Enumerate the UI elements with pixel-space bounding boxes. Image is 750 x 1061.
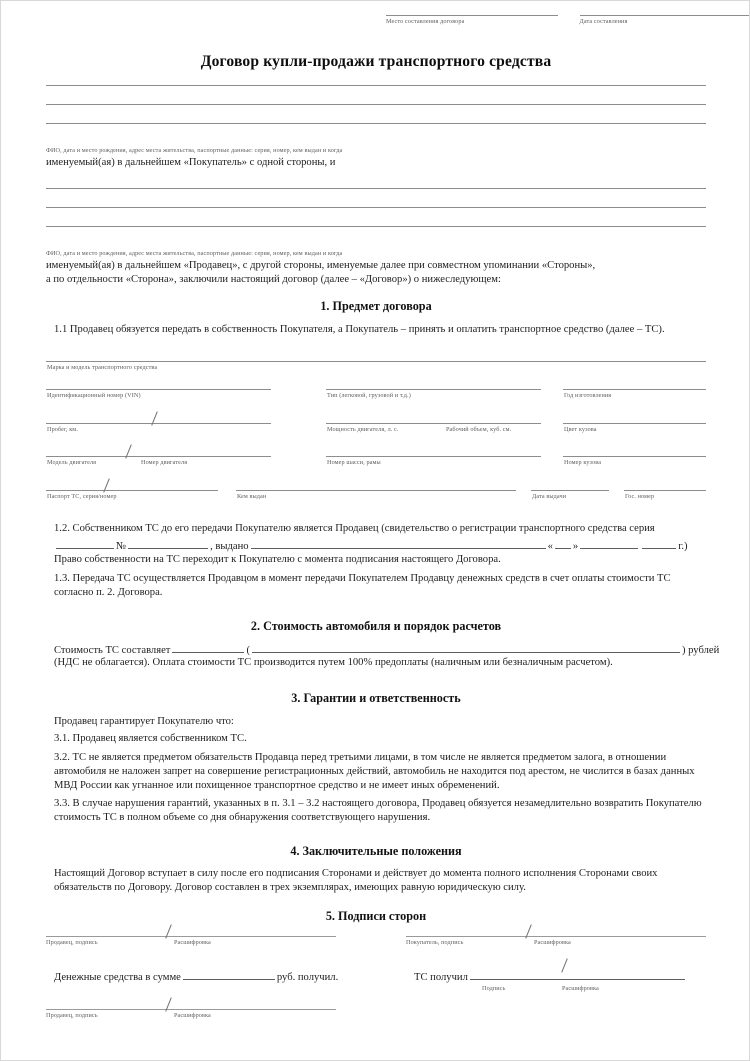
vehicle-pts-row — [46, 490, 706, 501]
vehicle-make-model-row — [46, 361, 706, 372]
buyer-signature-block[interactable] — [406, 936, 706, 947]
place-of-contract-field[interactable] — [386, 15, 558, 26]
price-paren-open: ( — [246, 645, 250, 656]
type-field[interactable] — [326, 389, 541, 400]
vehicle-received-decode-label: Расшифровка — [562, 985, 599, 993]
pts-line — [46, 490, 218, 491]
seller-details-blank-lines[interactable] — [46, 188, 706, 227]
year-line — [563, 389, 706, 390]
certificate-series-input[interactable] — [56, 537, 114, 549]
seller-final-signature-labels — [46, 1012, 336, 1020]
certificate-issuer-input[interactable] — [251, 537, 546, 549]
power-volume-labels — [326, 426, 541, 434]
power-label: Мощность двигателя, л. с. — [327, 426, 399, 433]
chassis-number-label: Номер шасси, рамы — [327, 459, 381, 466]
issue-date-field[interactable] — [531, 490, 609, 501]
money-received-suffix: руб. получил. — [276, 972, 339, 983]
buyer-passport-hint: ФИО, дата и место рождения, адрес места жительства, паспортные данные: серия, номер, кем выдан и когда — [46, 147, 343, 154]
section-4-heading: 4. Заключительные положения — [290, 844, 462, 858]
clause-1-2-second-line: Право собственности на ТС переходит к Покупателю с момента подписания настоящего Договора. — [54, 554, 501, 565]
color-field[interactable] — [563, 423, 706, 434]
buyer-blank-line — [46, 104, 706, 105]
issued-by-line — [236, 490, 516, 491]
price-prefix-label: Стоимость ТС составляет — [54, 645, 171, 656]
header-fields-row — [386, 15, 750, 26]
buyer-designation-line: именуемый(ая) в дальнейшем «Покупатель» с одной стороны, и — [46, 157, 336, 168]
buyer-signature-line — [406, 936, 706, 937]
seller-designation-line-2: а по отдельности «Сторона», заключили настоящий договор (далее – «Договор») о нижеследующем: — [46, 274, 501, 285]
power-volume-field[interactable] — [326, 423, 541, 434]
issue-date-line — [531, 490, 609, 491]
issued-label: , выдано — [210, 541, 249, 552]
buyer-signature-labels — [406, 939, 706, 947]
seller-blank-line — [46, 207, 706, 208]
date-field-label: Дата составления — [579, 18, 628, 25]
seller-passport-hint: ФИО, дата и место рождения, адрес места жительства, паспортные данные: серия, номер, кем выдан и когда — [46, 250, 343, 257]
vin-line — [46, 389, 271, 390]
seller-final-signature-label: Продавец, подпись — [46, 1012, 98, 1019]
make-model-line — [46, 361, 706, 362]
price-paren-close: ) рублей — [681, 645, 720, 656]
money-received-prefix: Денежные средства в сумме — [54, 972, 181, 983]
clause-1-2-fill-line[interactable] — [54, 537, 706, 554]
clause-1-1: 1.1 Продавец обязуется передать в собственность Покупателя, а Покупатель – принять и оплатить транспортное средство (далее – ТС). — [54, 324, 665, 335]
chassis-number-line — [326, 456, 541, 457]
year-input[interactable] — [642, 537, 676, 549]
engine-labels — [46, 459, 271, 467]
body-number-line — [563, 456, 706, 457]
section-2-heading: 2. Стоимость автомобиля и порядок расчетов — [250, 619, 502, 633]
year-label: Год изготовления — [564, 392, 612, 399]
vehicle-received-line — [414, 968, 706, 985]
section-5-heading: 5. Подписи сторон — [325, 909, 427, 923]
vehicle-received-signature-input[interactable] — [470, 968, 685, 980]
type-label: Тип (легковой, грузовой и т.д.) — [327, 392, 411, 399]
seller-signature-labels — [46, 939, 336, 947]
money-amount-input[interactable] — [183, 968, 275, 980]
plate-field[interactable] — [624, 490, 706, 501]
vehicle-received-labels — [414, 985, 706, 993]
quote-open: « — [547, 541, 553, 552]
certificate-number-input[interactable] — [128, 537, 208, 549]
vin-field[interactable] — [46, 389, 271, 400]
type-line — [326, 389, 541, 390]
year-suffix: г.) — [678, 541, 688, 552]
chassis-number-field[interactable] — [326, 456, 541, 467]
buyer-blank-line — [46, 85, 706, 86]
place-field-label: Место составления договора — [386, 18, 465, 25]
issued-by-field[interactable] — [236, 490, 516, 501]
make-model-field[interactable] — [46, 361, 706, 372]
price-words-input[interactable] — [252, 641, 680, 653]
buyer-details-blank-lines[interactable] — [46, 85, 706, 124]
body-number-field[interactable] — [563, 456, 706, 467]
price-numeric-input[interactable] — [172, 641, 244, 653]
section-3-intro: Продавец гарантирует Покупателю что: — [54, 716, 234, 727]
volume-label: Рабочий объем, куб. см. — [446, 426, 512, 433]
place-field-line — [386, 15, 558, 16]
clause-3-1: 3.1. Продавец является собственником ТС. — [54, 733, 247, 744]
seller-final-signature-block[interactable] — [46, 1009, 336, 1020]
contract-date-field[interactable] — [580, 15, 750, 26]
vehicle-mileage-row — [46, 423, 706, 434]
date-field-line — [580, 15, 750, 16]
seller-blank-line — [46, 188, 706, 189]
make-model-label: Марка и модель транспортного средства — [47, 364, 158, 371]
pts-field[interactable] — [46, 490, 218, 501]
seller-blank-line — [46, 226, 706, 227]
money-received-line[interactable] — [54, 968, 394, 985]
vehicle-engine-row — [46, 456, 706, 467]
mileage-label: Пробег, км. — [47, 426, 78, 433]
color-line — [563, 423, 706, 424]
issue-date-label: Дата выдачи — [532, 493, 567, 500]
vin-label: Идентификационный номер (VIN) — [47, 392, 141, 399]
seller-signature-block[interactable] — [46, 936, 336, 947]
vehicle-received-label: ТС получил — [414, 972, 468, 983]
seller-designation-line-1: именуемый(ая) в дальнейшем «Продавец», с другой стороны, именуемые далее при совместном упоминании «Стороны», — [46, 260, 596, 271]
document-title: Договор купли-продажи транспортного средства — [200, 53, 552, 70]
clause-3-2: 3.2. ТС не является предметом обязательств Продавца перед третьими лицами, в том числе не является предметом залога, в отношении автомобиля не наложен запрет на совершение регистрационных действий, автомобиль не находится под арестом, не числится в базах данных МВД России как угнанное или похищенное транспортное средство и не имеет иных обременений. — [54, 752, 695, 792]
seller-signature-label: Продавец, подпись — [46, 939, 98, 946]
mileage-line — [46, 423, 271, 424]
seller-final-signature-line — [46, 1009, 336, 1010]
engine-number-label: Номер двигателя — [141, 459, 188, 466]
section-4-text: Настоящий Договор вступает в силу после его подписания Сторонами и действует до момента полного исполнения Сторонами своих обязательств по Договору. Договор составлен в трех экземплярах, имеющих равную юридическую силу. — [54, 868, 658, 894]
signature-row-primary — [46, 936, 706, 947]
clause-1-3: 1.3. Передача ТС осуществляется Продавцом в момент передачи Покупателем Продавцу денежных средств в счет оплаты стоимости ТС согласно п. 2. Договора. — [54, 573, 671, 599]
clause-3-3: 3.3. В случае нарушения гарантий, указанных в п. 3.1 – 3.2 настоящего договора, Продавец обязуется незамедлительно возвратить Покупателю стоимость ТС в полном объеме со дня обнаружения соответствующего нарушения. — [54, 798, 702, 824]
quote-close: » — [572, 541, 579, 552]
plate-line — [624, 490, 706, 491]
buyer-signature-label: Покупатель, подпись — [406, 939, 464, 946]
day-input[interactable] — [555, 537, 571, 549]
plate-label: Гос. номер — [625, 493, 655, 500]
engine-model-number-field[interactable] — [46, 456, 271, 467]
seller-decode-label: Расшифровка — [174, 939, 211, 946]
engine-model-number-line — [46, 456, 271, 457]
year-field[interactable] — [563, 389, 706, 400]
signature-row-final — [46, 1009, 706, 1020]
buyer-blank-line — [46, 123, 706, 124]
buyer-decode-label: Расшифровка — [534, 939, 571, 946]
month-input[interactable] — [580, 537, 638, 549]
engine-model-label: Модель двигателя — [47, 459, 97, 466]
seller-signature-line — [46, 936, 336, 937]
price-note: (НДС не облагается). Оплата стоимости ТС производится путем 100% предоплаты (наличным или безналичным расчетом). — [54, 657, 613, 668]
power-volume-line — [326, 423, 541, 424]
vehicle-received-signature-label: Подпись — [482, 985, 506, 993]
vehicle-received-block[interactable] — [414, 968, 706, 993]
color-label: Цвет кузова — [564, 426, 597, 433]
issued-by-label: Кем выдан — [237, 493, 267, 500]
seller-final-decode-label: Расшифровка — [174, 1012, 211, 1019]
section-1-heading: 1. Предмет договора — [320, 299, 432, 313]
pts-label: Паспорт ТС, серия/номер — [47, 493, 117, 500]
vehicle-vin-row — [46, 389, 706, 400]
body-number-label: Номер кузова — [564, 459, 602, 466]
clause-1-2-first-line: 1.2. Собственником ТС до его передачи Покупателю является Продавец (свидетельство о регистрации транспортного средства серия — [54, 523, 655, 534]
certificate-number-symbol: № — [116, 541, 127, 552]
mileage-field[interactable] — [46, 423, 271, 434]
section-3-heading: 3. Гарантии и ответственность — [291, 691, 461, 705]
